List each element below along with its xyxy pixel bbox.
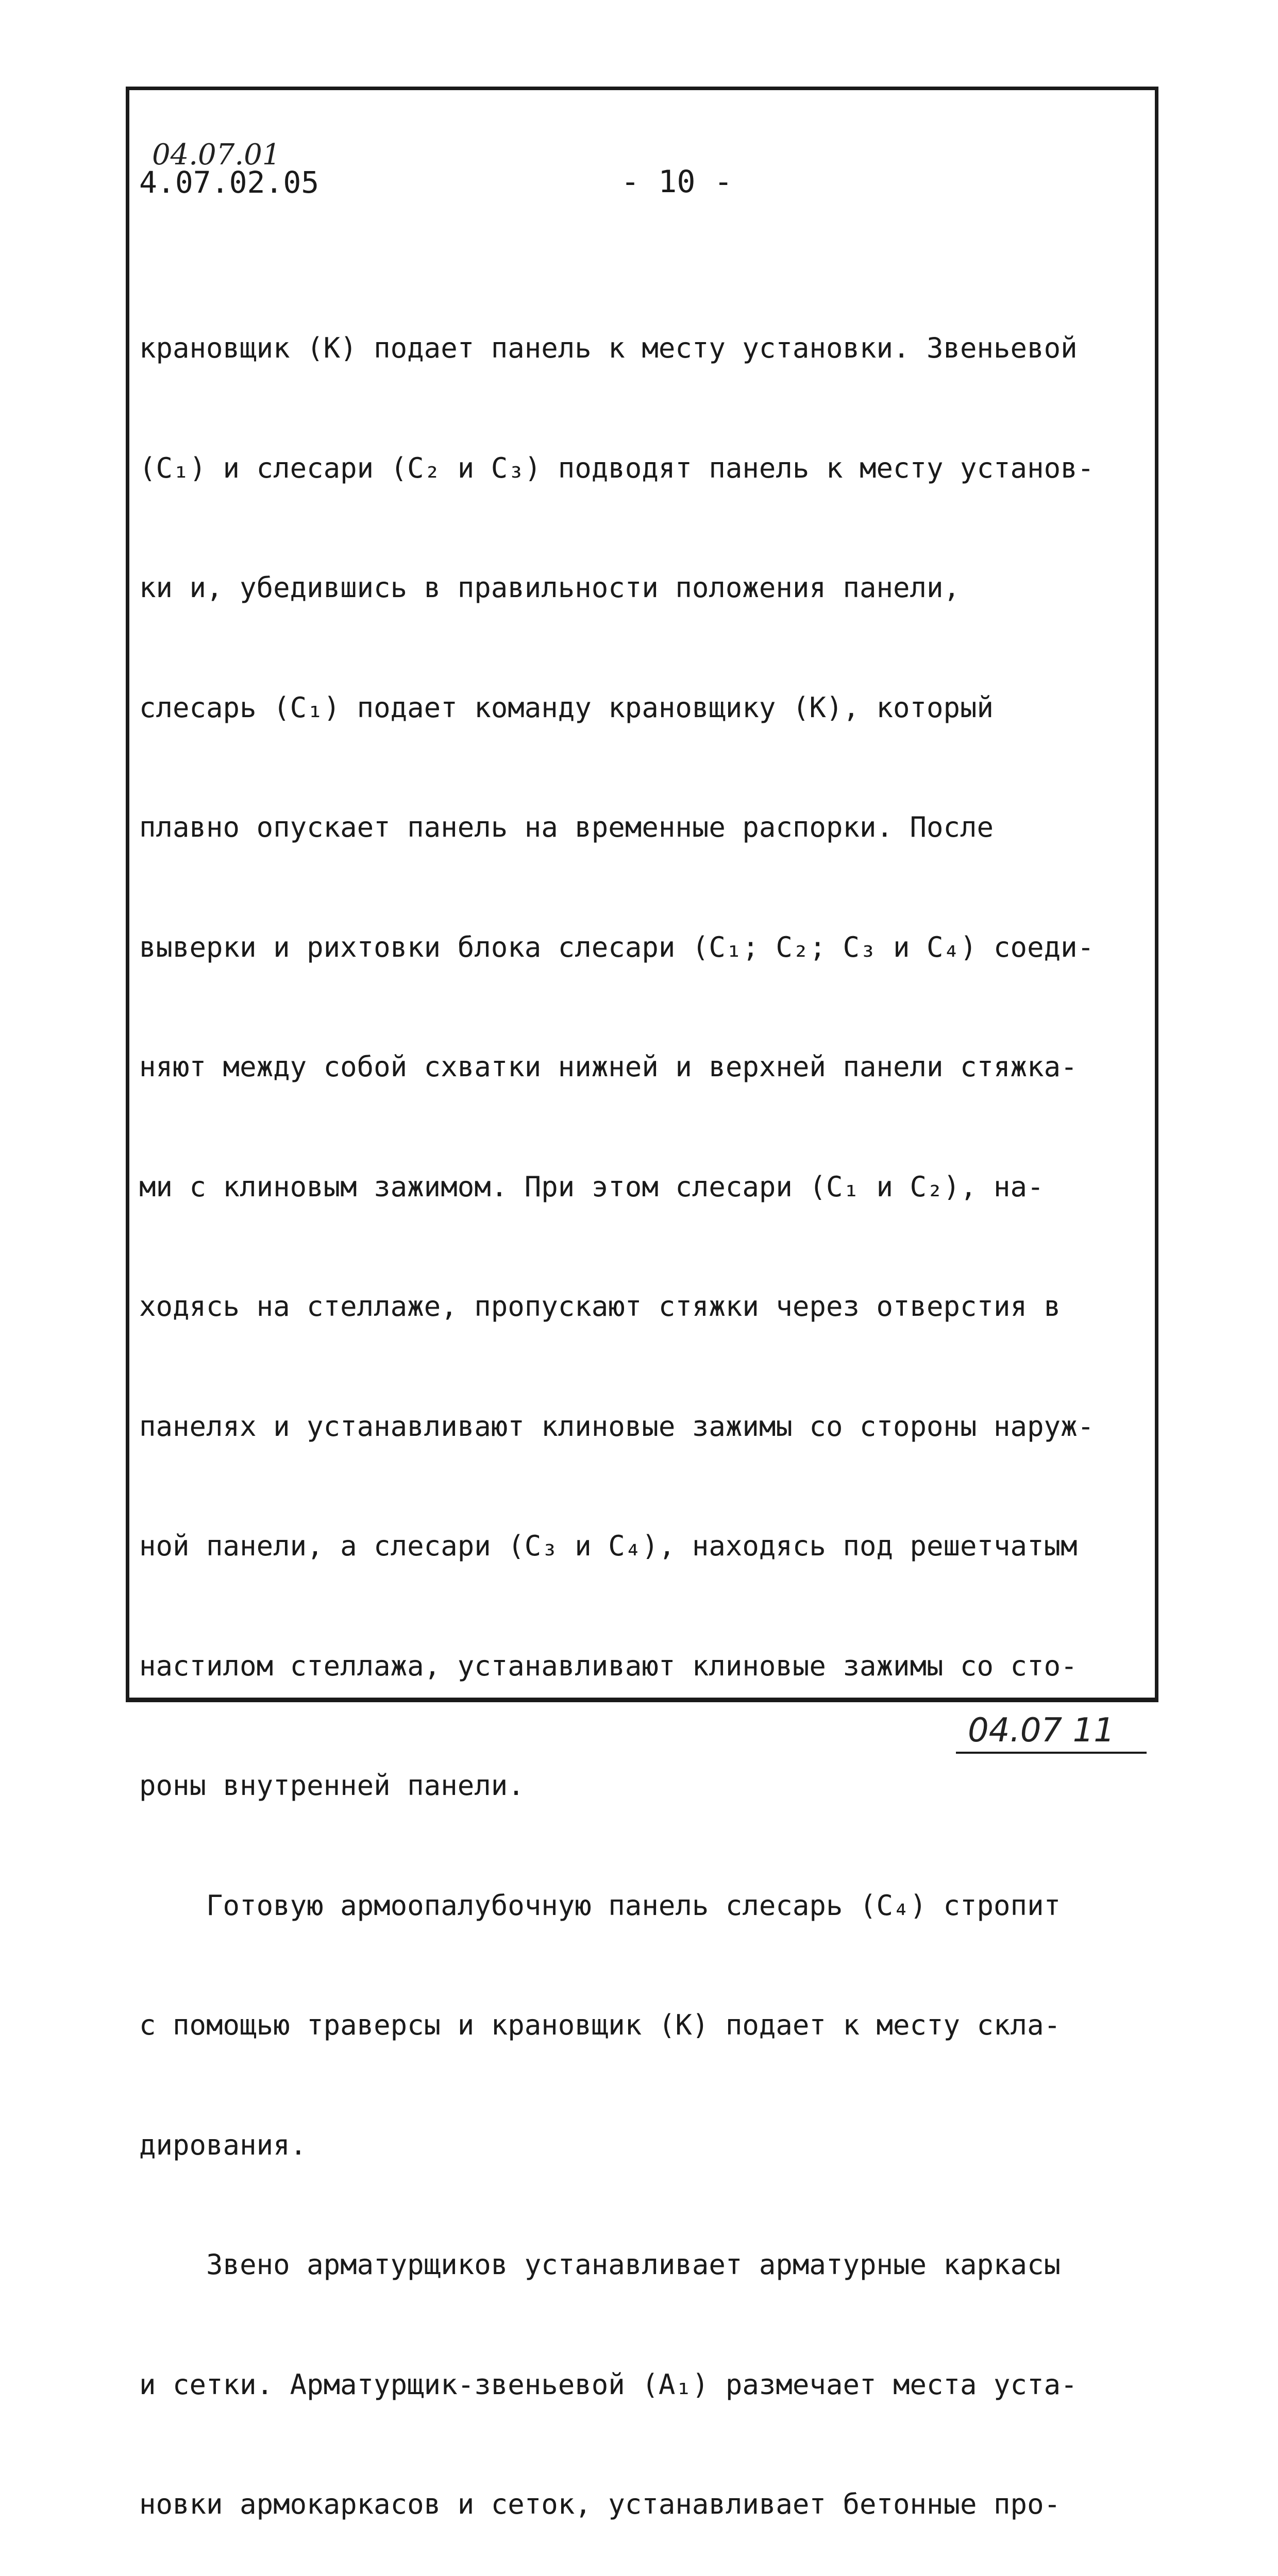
text-line: новки армокаркасов и сеток, устанавливает бетонные про- (139, 2488, 1061, 2520)
text-line: выверки и рихтовки блока слесари (C₁; C₂; C₃ и C₄) соеди- (139, 930, 1095, 963)
text-line: плавно опускает панель на временные распорки. После (139, 811, 994, 843)
text-line: настилом стеллажа, устанавливают клиновые зажимы со сто- (139, 1649, 1078, 1682)
body-text (139, 248, 1144, 2576)
text-line: няют между собой схватки нижней и верхней панели стяжка- (139, 1050, 1078, 1083)
footer-stamp: 04.07 11 (968, 1711, 1115, 1750)
text-line: с помощью траверсы и крановщик (К) подает к месту скла- (139, 2009, 1061, 2041)
stamp-underline (956, 1752, 1147, 1754)
text-line: Звено арматурщиков устанавливает арматурные каркасы (139, 2248, 1061, 2281)
text-line: панелях и устанавливают клиновые зажимы со стороны наруж- (139, 1410, 1095, 1443)
handwritten-document-code: 04.07.01 (152, 138, 281, 172)
text-line: ной панели, а слесари (C₃ и C₄), находясь под решетчатым (139, 1530, 1078, 1562)
text-line: (C₁) и слесари (C₂ и C₃) подводят панель к месту установ- (139, 451, 1095, 484)
document-code: 4.07.02.05 (139, 165, 320, 200)
text-line: и сетки. Арматурщик-звеньевой (A₁) размечает места уста- (139, 2368, 1078, 2401)
text-line: крановщик (К) подает панель к месту установки. Звеньевой (139, 332, 1078, 364)
text-line: Готовую армоопалубочную панель слесарь (C₄) стропит (139, 1889, 1061, 1922)
text-line: ходясь на стеллаже, пропускают стяжки через отверстия в (139, 1290, 1061, 1323)
text-line: дирования. (139, 2128, 307, 2161)
text-line: роны внутренней панели. (139, 1769, 525, 1802)
text-line: ми с клиновым зажимом. При этом слесари (C₁ и C₂), на- (139, 1170, 1044, 1203)
text-line: ки и, убедившись в правильности положения панели, (139, 571, 961, 604)
page-number: - 10 - (621, 164, 733, 200)
text-line: слесарь (C₁) подает команду крановщику (К), который (139, 691, 994, 724)
